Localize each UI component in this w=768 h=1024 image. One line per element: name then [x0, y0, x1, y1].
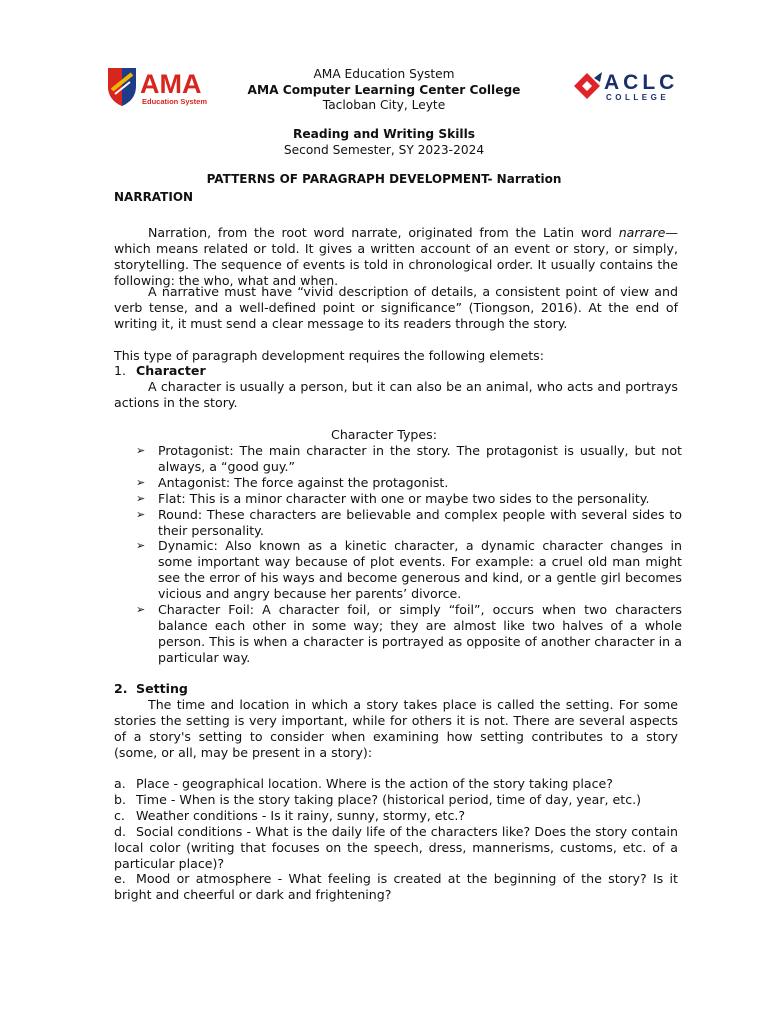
- list-item: [114, 871, 678, 903]
- course-semester: Second Semester, SY 2023-2024: [283, 142, 485, 157]
- list-item-text: Social conditions - What is the daily life of the characters like? Does the story contain local color (writing that focuses on the speech, dress, mannerisms, customs, etc. of a particular place)?: [114, 823, 678, 871]
- list-item: [114, 824, 678, 872]
- list-item: [114, 776, 678, 792]
- list-item-text: Flat: This is a minor character with one or maybe two sides to the personality.: [158, 490, 650, 506]
- list-item: [114, 808, 678, 824]
- heading-number: 2.: [114, 681, 128, 696]
- list-item: [136, 443, 682, 475]
- arrow-bullet-icon: ➢: [136, 475, 146, 489]
- paragraph-text: A narrative must have “vivid description of details, a consistent point of view and verb tense, and a well-defined point or significance” (Tiongson, 2016). At the end of writing it, it must send a clear message to its readers through the story.: [114, 284, 678, 331]
- arrow-bullet-icon: ➢: [136, 444, 146, 457]
- arrow-bullet-icon: ➢: [136, 491, 146, 505]
- heading-text: Setting: [136, 681, 188, 696]
- org-name: AMA Education System: [313, 67, 455, 81]
- paragraph-character: [114, 379, 678, 411]
- paragraph-narrative: [114, 284, 678, 332]
- list-item-text: Round: These characters are believable and complex people with several sides to their personality.: [158, 506, 682, 538]
- paragraph-text: A character is usually a person, but it can also be an animal, who acts and portrays actions in the story.: [114, 379, 678, 410]
- college-city: Tacloban City, Leyte: [322, 98, 446, 113]
- character-types-list: [136, 443, 682, 666]
- list-item-text: Place - geographical location. Where is the action of the story taking place?: [136, 776, 613, 791]
- list-item: [136, 491, 682, 507]
- list-item-text: Protagonist: The main character in the story. The protagonist is usually, but not always, a “good guy.”: [158, 443, 682, 474]
- list-item: [136, 507, 682, 539]
- list-letter: d.: [114, 823, 126, 839]
- list-letter: a.: [114, 776, 126, 791]
- arrow-bullet-icon: ➢: [136, 603, 146, 617]
- setting-aspects-list: [114, 776, 678, 903]
- list-item-text: Antagonist: The force against the protagonist.: [158, 474, 449, 490]
- list-item-text: Character Foil: A character foil, or simply “foil”, occurs when two characters balance each other in some way; they are almost like two halves of a whole person. This is when a character is portrayed as opposite of another character in a particular way.: [158, 602, 682, 665]
- list-letter: e.: [114, 871, 126, 887]
- character-types-title: Character Types:: [331, 427, 437, 442]
- list-item-text: Mood or atmosphere - What feeling is created at the beginning of the story? Is it bright and cheerful or dark and frightening?: [114, 871, 678, 903]
- school-header: [0, 67, 768, 114]
- paragraph-setting: [114, 697, 678, 761]
- list-item-text: Weather conditions - Is it rainy, sunny, stormy, etc.?: [136, 807, 466, 823]
- heading-setting: [114, 681, 188, 696]
- list-item-text: Dynamic: Also known as a kinetic character, a dynamic character changes in some important way because of plot events. For example: a cruel old man might see the error of his ways and become generous and kind, or a gentle girl becomes vicious and angry because her parents’ divorce.: [158, 538, 682, 602]
- ama-logo-text: AMA: [140, 69, 202, 99]
- list-item-text: Time - When is the story taking place? (historical period, time of day, year, etc.): [136, 791, 642, 807]
- paragraph-text: This type of paragraph development requires the following elemets:: [114, 348, 544, 363]
- paragraph-elements: [114, 348, 678, 364]
- list-item: [136, 475, 682, 491]
- heading-character: [114, 363, 206, 378]
- latin-word: narrare: [618, 225, 666, 240]
- list-letter: b.: [114, 791, 126, 807]
- paragraph-intro: [114, 225, 678, 289]
- list-item: [136, 538, 682, 602]
- arrow-bullet-icon: ➢: [136, 507, 146, 521]
- arrow-bullet-icon: ➢: [136, 539, 146, 553]
- course-info: [0, 127, 768, 158]
- pattern-title: PATTERNS OF PARAGRAPH DEVELOPMENT- Narration: [206, 172, 562, 186]
- paragraph-text: Narration, from the root word narrate, originated from the Latin word: [148, 225, 619, 240]
- course-title: Reading and Writing Skills: [292, 127, 476, 141]
- heading-text: Character: [136, 363, 206, 378]
- paragraph-text: The time and location in which a story takes place is called the setting. For some stories the setting is very important, while for others it is not. There are several aspects of a story's setting to consider when examining how setting contributes to a story (some, or all, may be present in a story):: [114, 697, 678, 760]
- aclc-logo-text: ACLC: [604, 71, 679, 94]
- ama-logo-subtext: Education System: [142, 97, 208, 106]
- section-heading: NARRATION: [114, 190, 194, 204]
- paragraph-text: —which means related or told. It gives a written account of an event or story, or simply, storytelling. The sequence of events is told in chronological order. It usually contains the following: the who, what and when.: [114, 225, 678, 288]
- list-item: [136, 602, 682, 666]
- list-item: [114, 792, 678, 808]
- list-letter: c.: [114, 807, 125, 823]
- aclc-logo-subtext: COLLEGE: [606, 93, 670, 102]
- college-name: AMA Computer Learning Center College: [247, 82, 521, 97]
- heading-number: 1.: [114, 363, 127, 378]
